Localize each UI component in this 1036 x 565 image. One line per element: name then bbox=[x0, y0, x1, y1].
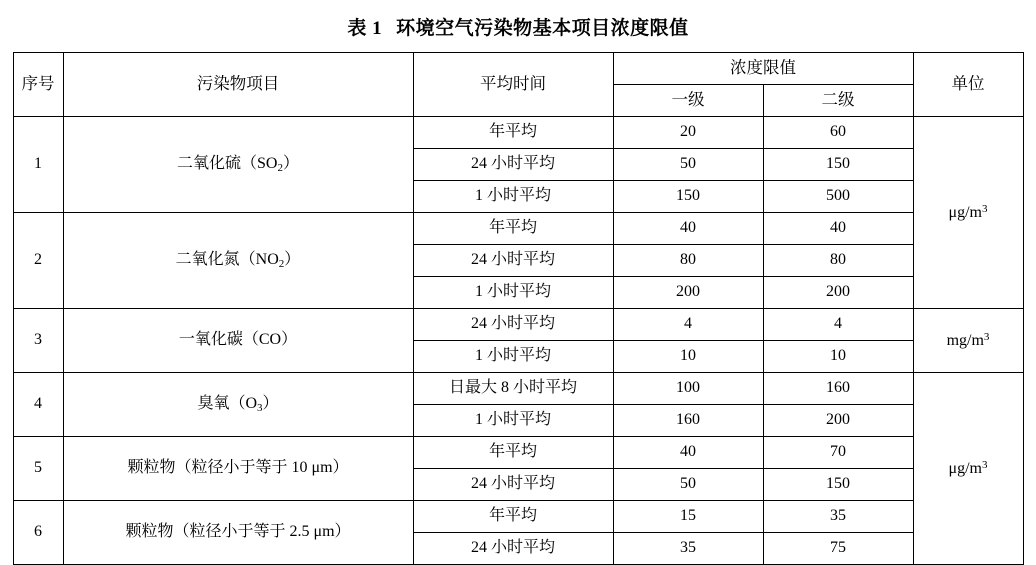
pollutant-name-subscript: 2 bbox=[277, 161, 283, 174]
limit-level1: 100 bbox=[613, 373, 763, 405]
pollutant-name bbox=[63, 309, 413, 373]
pollutant-name-text: 二氧化硫（SO bbox=[177, 154, 278, 172]
limit-level2: 35 bbox=[763, 501, 913, 533]
unit-exponent: 3 bbox=[983, 330, 990, 343]
unit-exponent: 3 bbox=[981, 202, 988, 215]
pollutant-name-text: 一氧化碳（CO） bbox=[178, 331, 298, 349]
limit-level1: 4 bbox=[613, 309, 763, 341]
limit-level2: 75 bbox=[763, 533, 913, 565]
row-index: 2 bbox=[13, 213, 63, 309]
limit-level2: 200 bbox=[763, 405, 913, 437]
pollutant-limits-table bbox=[13, 52, 1024, 565]
limit-level1: 15 bbox=[613, 501, 763, 533]
pollutant-name bbox=[63, 501, 413, 565]
table-row bbox=[13, 437, 1023, 469]
averaging-time: 年平均 bbox=[413, 117, 613, 149]
table-header bbox=[13, 53, 1023, 117]
limit-level1: 50 bbox=[613, 469, 763, 501]
averaging-time: 年平均 bbox=[413, 213, 613, 245]
averaging-time: 1 小时平均 bbox=[413, 181, 613, 213]
unit-exponent: 3 bbox=[981, 458, 988, 471]
row-index: 4 bbox=[13, 373, 63, 437]
limit-level1: 50 bbox=[613, 149, 763, 181]
caption-title: 环境空气污染物基本项目浓度限值 bbox=[396, 18, 689, 39]
header-avg-time: 平均时间 bbox=[413, 53, 613, 117]
averaging-time: 24 小时平均 bbox=[413, 245, 613, 277]
averaging-time: 24 小时平均 bbox=[413, 309, 613, 341]
averaging-time: 日最大 8 小时平均 bbox=[413, 373, 613, 405]
table-row bbox=[13, 501, 1023, 533]
limit-level2: 150 bbox=[763, 469, 913, 501]
pollutant-name-subscript: 3 bbox=[257, 401, 263, 414]
concentration-unit bbox=[913, 117, 1023, 309]
limit-level2: 70 bbox=[763, 437, 913, 469]
pollutant-name-suffix: ） bbox=[282, 154, 299, 172]
unit-text: μg/m bbox=[948, 203, 982, 221]
averaging-time: 24 小时平均 bbox=[413, 469, 613, 501]
pollutant-name-text: 颗粒物（粒径小于等于 2.5 μm） bbox=[125, 523, 351, 541]
header-level2: 二级 bbox=[763, 85, 913, 117]
row-index: 6 bbox=[13, 501, 63, 565]
pollutant-name-subscript: 2 bbox=[278, 257, 285, 270]
averaging-time: 1 小时平均 bbox=[413, 405, 613, 437]
limit-level2: 500 bbox=[763, 181, 913, 213]
unit-text: mg/m bbox=[946, 331, 984, 349]
limit-level1: 40 bbox=[613, 213, 763, 245]
averaging-time: 年平均 bbox=[413, 501, 613, 533]
pollutant-name-text: 臭氧（O bbox=[197, 394, 258, 412]
table-row bbox=[13, 373, 1023, 405]
limit-level1: 10 bbox=[613, 341, 763, 373]
limit-level1: 160 bbox=[613, 405, 763, 437]
limit-level2: 150 bbox=[763, 149, 913, 181]
unit-text: μg/m bbox=[948, 459, 982, 477]
limit-level1: 150 bbox=[613, 181, 763, 213]
pollutant-name-text: 颗粒物（粒径小于等于 10 μm） bbox=[127, 459, 349, 477]
averaging-time: 24 小时平均 bbox=[413, 533, 613, 565]
header-row-1 bbox=[13, 53, 1023, 85]
limit-level1: 200 bbox=[613, 277, 763, 309]
header-unit: 单位 bbox=[913, 53, 1023, 117]
averaging-time: 年平均 bbox=[413, 437, 613, 469]
limit-level2: 200 bbox=[763, 277, 913, 309]
limit-level1: 80 bbox=[613, 245, 763, 277]
pollutant-name bbox=[63, 373, 413, 437]
averaging-time: 1 小时平均 bbox=[413, 341, 613, 373]
row-index: 5 bbox=[13, 437, 63, 501]
limit-level2: 160 bbox=[763, 373, 913, 405]
averaging-time: 24 小时平均 bbox=[413, 149, 613, 181]
concentration-unit bbox=[913, 373, 1023, 565]
table-row bbox=[13, 213, 1023, 245]
limit-level1: 40 bbox=[613, 437, 763, 469]
table-caption bbox=[0, 0, 1036, 52]
limit-level2: 80 bbox=[763, 245, 913, 277]
table-row bbox=[13, 309, 1023, 341]
averaging-time: 1 小时平均 bbox=[413, 277, 613, 309]
concentration-unit bbox=[913, 309, 1023, 373]
limit-level2: 60 bbox=[763, 117, 913, 149]
pollutant-name bbox=[63, 437, 413, 501]
pollutant-name bbox=[63, 117, 413, 213]
limit-level1: 35 bbox=[613, 533, 763, 565]
pollutant-name bbox=[63, 213, 413, 309]
limit-level1: 20 bbox=[613, 117, 763, 149]
header-no: 序号 bbox=[13, 53, 63, 117]
pollutant-name-suffix: ） bbox=[284, 250, 301, 268]
header-limits: 浓度限值 bbox=[613, 53, 913, 85]
caption-number: 表 1 bbox=[347, 18, 383, 39]
pollutant-name-text: 二氧化氮（NO bbox=[175, 250, 279, 268]
pollutant-name-suffix: ） bbox=[262, 394, 279, 412]
limit-level2: 10 bbox=[763, 341, 913, 373]
limit-level2: 4 bbox=[763, 309, 913, 341]
header-level1: 一级 bbox=[613, 85, 763, 117]
row-index: 1 bbox=[13, 117, 63, 213]
limit-level2: 40 bbox=[763, 213, 913, 245]
table-row bbox=[13, 117, 1023, 149]
table-body bbox=[13, 117, 1023, 565]
row-index: 3 bbox=[13, 309, 63, 373]
header-item: 污染物项目 bbox=[63, 53, 413, 117]
